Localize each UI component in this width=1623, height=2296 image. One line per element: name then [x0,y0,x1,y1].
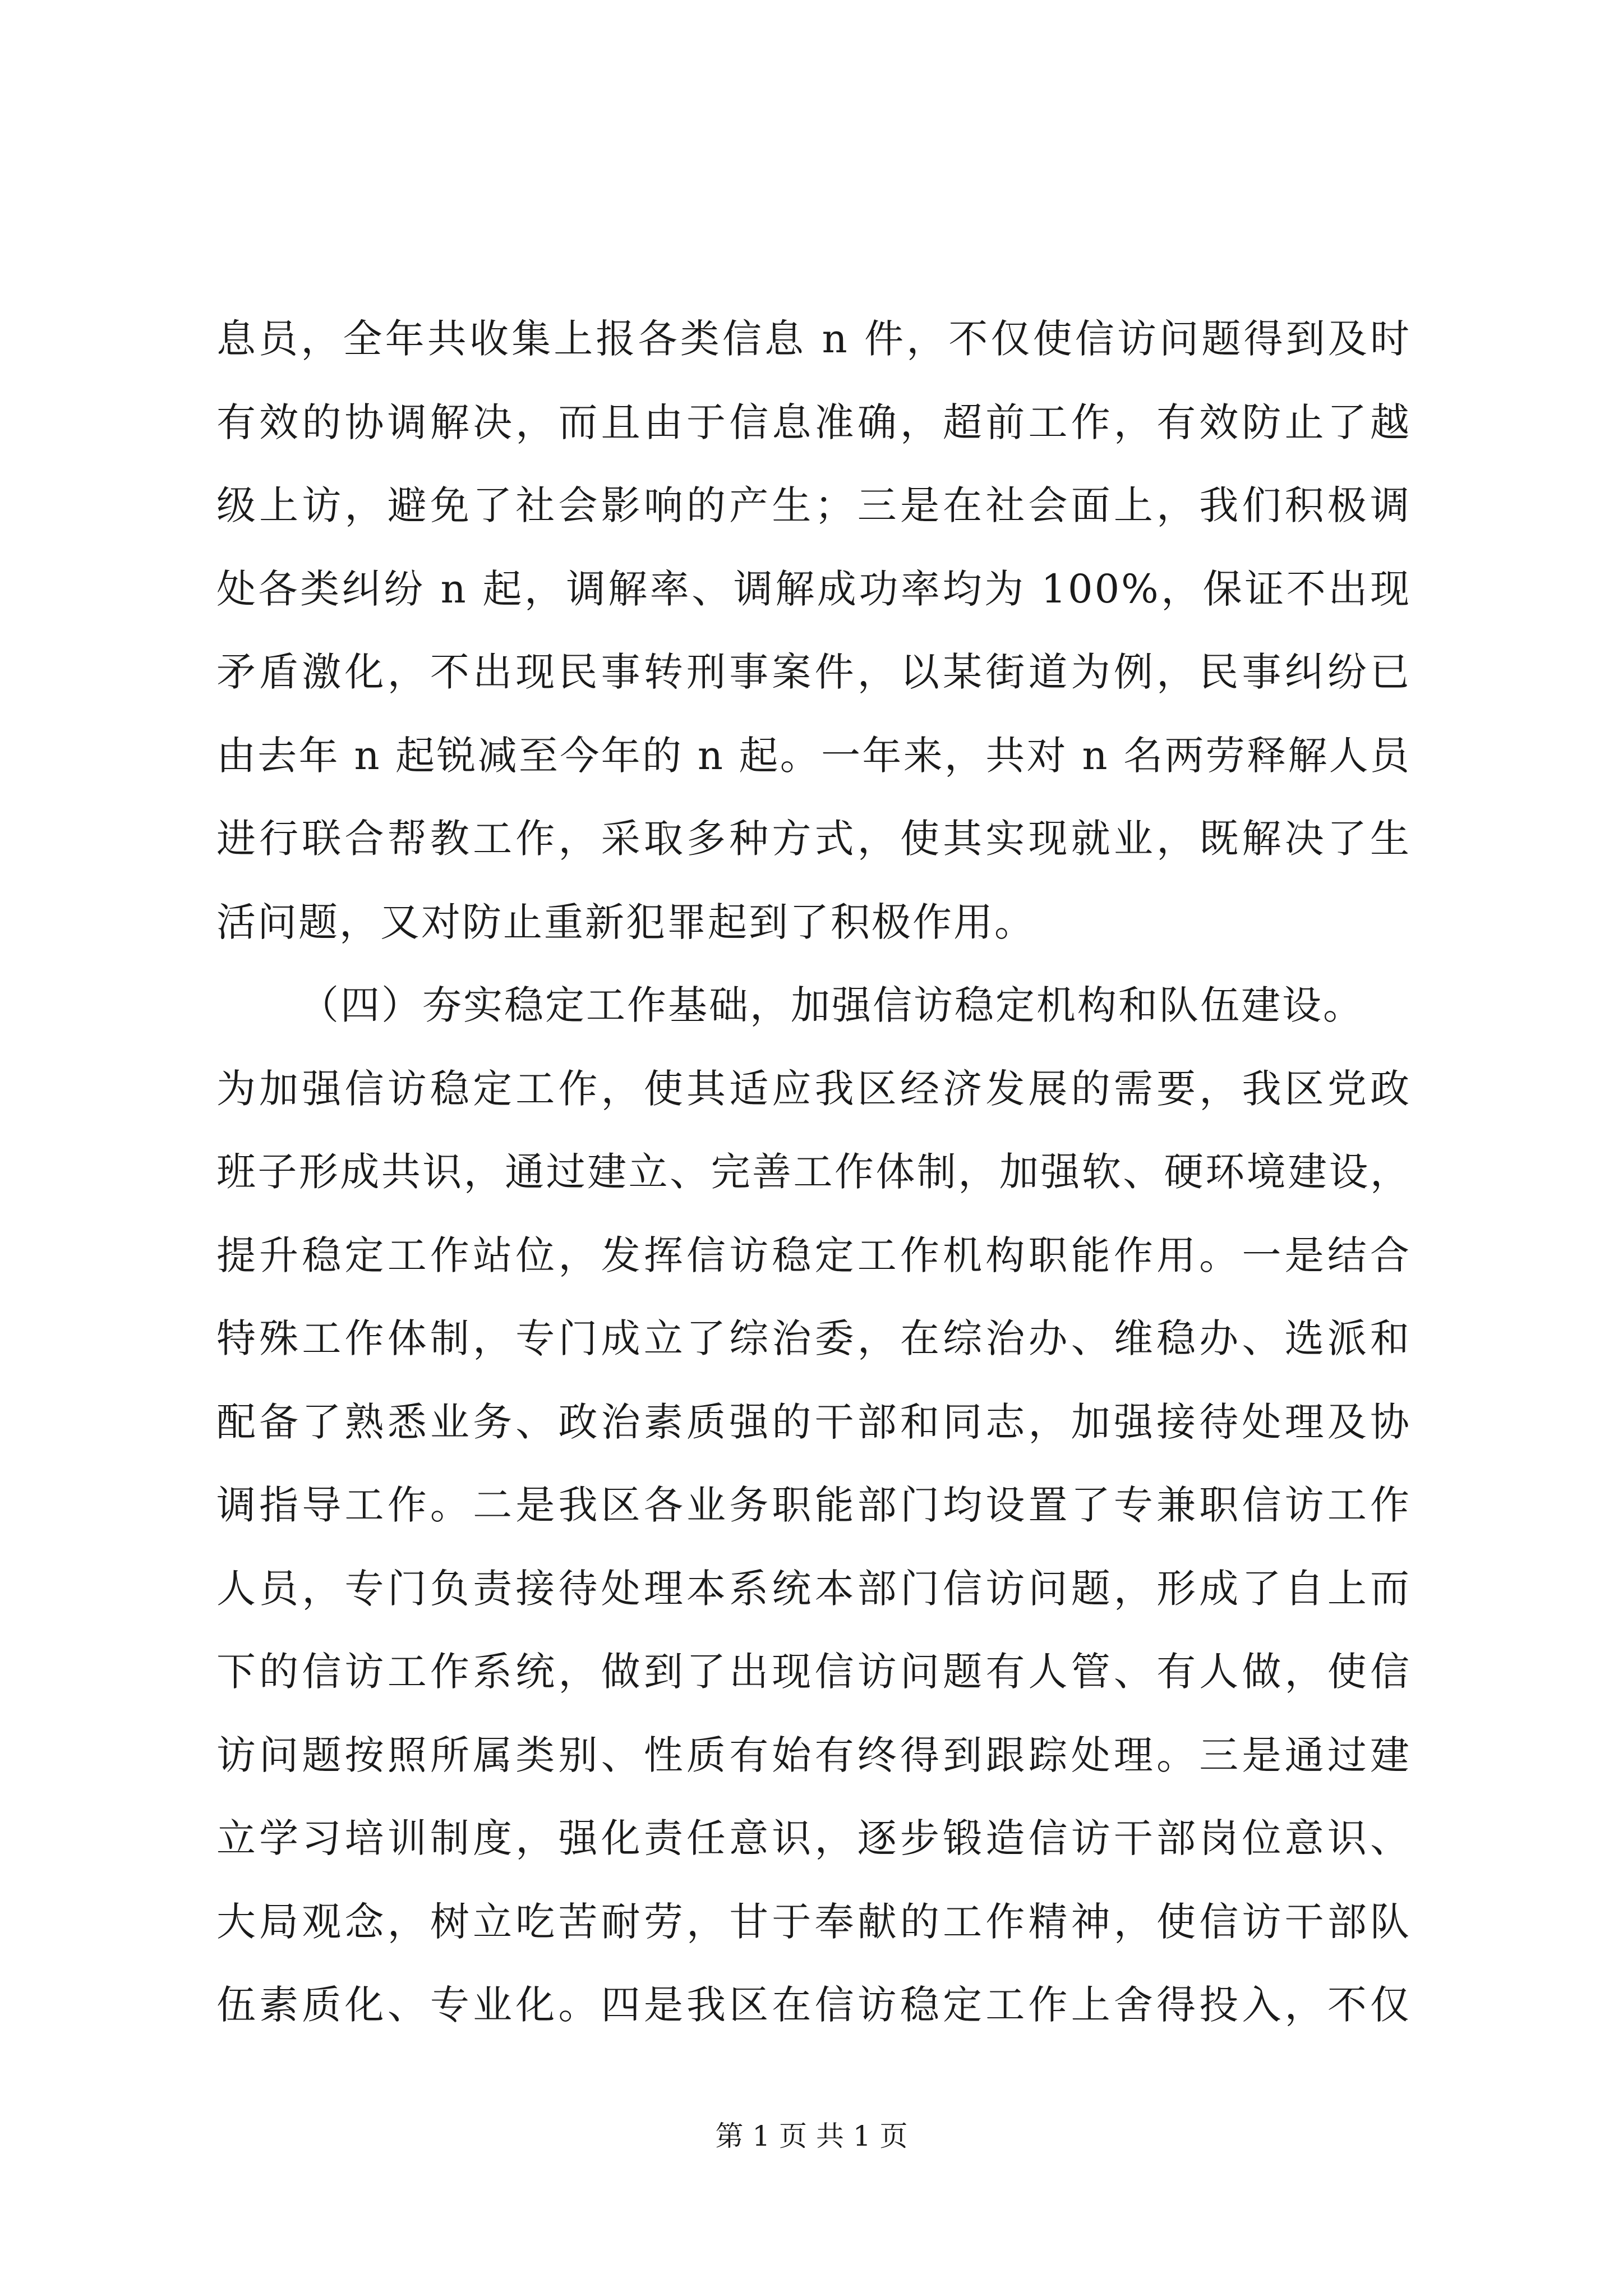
text-line: 进行联合帮教工作，采取多种方式，使其实现就业，既解决了生 [216,816,1411,862]
text-line: 立学习培训制度，强化责任意识，逐步锻造信访干部岗位意识、 [216,1815,1411,1861]
text-line: 活问题，又对防止重新犯罪起到了积极作用。 [216,899,1035,945]
text-line: 有效的协调解决，而且由于信息准确，超前工作，有效防止了越 [216,399,1411,445]
text-line: 处各类纠纷 n 起，调解率、调解成功率均为 100%，保证不出现 [216,565,1411,612]
text-line: 下的信访工作系统，做到了出现信访问题有人管、有人做，使信 [216,1649,1411,1695]
text-line: 人员，专门负责接待处理本系统本部门信访问题，形成了自上而 [216,1565,1411,1612]
text-line: 为加强信访稳定工作，使其适应我区经济发展的需要，我区党政 [216,1065,1411,1112]
text-line: 调指导工作。二是我区各业务职能部门均设置了专兼职信访工作 [216,1482,1411,1528]
text-line: 特殊工作体制，专门成立了综治委，在综治办、维稳办、选派和 [216,1315,1411,1361]
text-line: 伍素质化、专业化。四是我区在信访稳定工作上舍得投入，不仅 [216,1982,1411,2028]
text-line: 级上访，避免了社会影响的产生；三是在社会面上，我们积极调 [216,482,1411,528]
text-line: 大局观念，树立吃苦耐劳，甘于奉献的工作精神，使信访干部队 [216,1898,1411,1945]
text-line: 访问题按照所属类别、性质有始有终得到跟踪处理。三是通过建 [216,1732,1411,1778]
text-line: 矛盾激化，不出现民事转刑事案件，以某街道为例，民事纠纷已 [216,649,1411,695]
text-line: 班子形成共识，通过建立、完善工作体制，加强软、硬环境建设， [216,1149,1411,1195]
text-line: 配备了熟悉业务、政治素质强的干部和同志，加强接待处理及协 [216,1398,1411,1445]
text-line: 由去年 n 起锐减至今年的 n 起。一年来，共对 n 名两劳释解人员 [216,732,1411,779]
section-heading: （四）夯实稳定工作基础，加强信访稳定机构和队伍建设。 [299,982,1364,1028]
text-line: 息员，全年共收集上报各类信息 n 件，不仅使信访问题得到及时 [216,316,1411,362]
text-line: 提升稳定工作站位，发挥信访稳定工作机构职能作用。一是结合 [216,1232,1411,1278]
page-footer: 第 1 页 共 1 页 [715,2120,908,2152]
body-text [216,297,1411,2047]
